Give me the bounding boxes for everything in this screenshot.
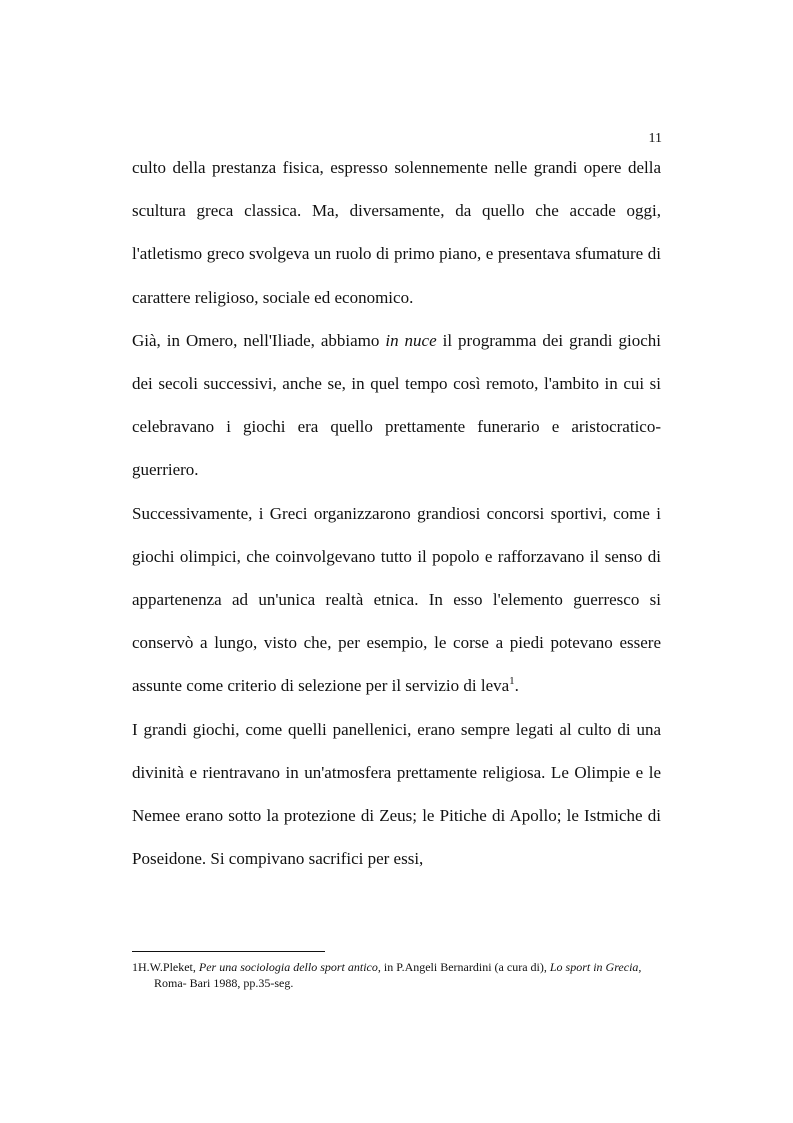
footnote-book: Lo sport in Grecia, — [549, 960, 642, 974]
paragraph-3 — [132, 492, 661, 708]
footnote-publication: Roma- Bari 1988, pp.35-seg. — [154, 976, 294, 990]
paragraph-4: I grandi giochi, come quelli panellenici, erano sempre legati al culto di una divinità e rientravano in un'atmosfera prettamente religiosa. Le Olimpie e le Nemee erano sotto la protezione di Zeus; le Pitiche di Apollo; le Istmiche di Poseidone. Si compivano sacrifici per essi, — [132, 719, 661, 869]
paragraph-3-text: Successivamente, i Greci organizzarono grandiosi concorsi sportivi, come i giochi olimpici, che coinvolgevano tutto il popolo e rafforzavano il senso di appartenenza ad un'unica realtà etnica. In esso l'elemento guerresco si conservò a lungo, visto che, per esempio, le corse a piedi potevano essere assunte come criterio di selezione per il servizio di leva — [132, 503, 661, 696]
footnote — [132, 959, 661, 991]
footnote-author: H.W.Pleket, — [138, 960, 199, 974]
paragraph-2 — [132, 319, 661, 492]
paragraph-2-end: il programma dei grandi giochi dei secoli successivi, anche se, in quel tempo così remoto, l'ambito in cui si celebravano i giochi era quello prettamente funerario e aristocratico-guerriero. — [132, 330, 661, 480]
footnote-separator — [132, 951, 325, 952]
footnote-middle: , in P.Angeli Bernardini (a cura di), — [377, 960, 550, 974]
page-number: 11 — [648, 131, 662, 146]
body-text — [132, 146, 661, 880]
paragraph-1: culto della prestanza fisica, espresso solennemente nelle grandi opere della scultura greca classica. Ma, diversamente, da quello che accade oggi, l'atletismo greco svolgeva un ruolo di primo piano, e presentava sfumature di carattere religioso, sociale ed economico. — [132, 158, 661, 307]
footnote-title: Per una sociologia dello sport antico — [198, 960, 378, 974]
footnote-reference[interactable]: 1 — [509, 675, 515, 688]
paragraph-2-start: Già, in Omero, nell'Iliade, abbiamo — [132, 330, 386, 350]
latin-phrase: in nuce — [385, 330, 437, 350]
footnote-number: 1 — [132, 960, 138, 974]
paragraph-3-end: . — [514, 676, 519, 696]
